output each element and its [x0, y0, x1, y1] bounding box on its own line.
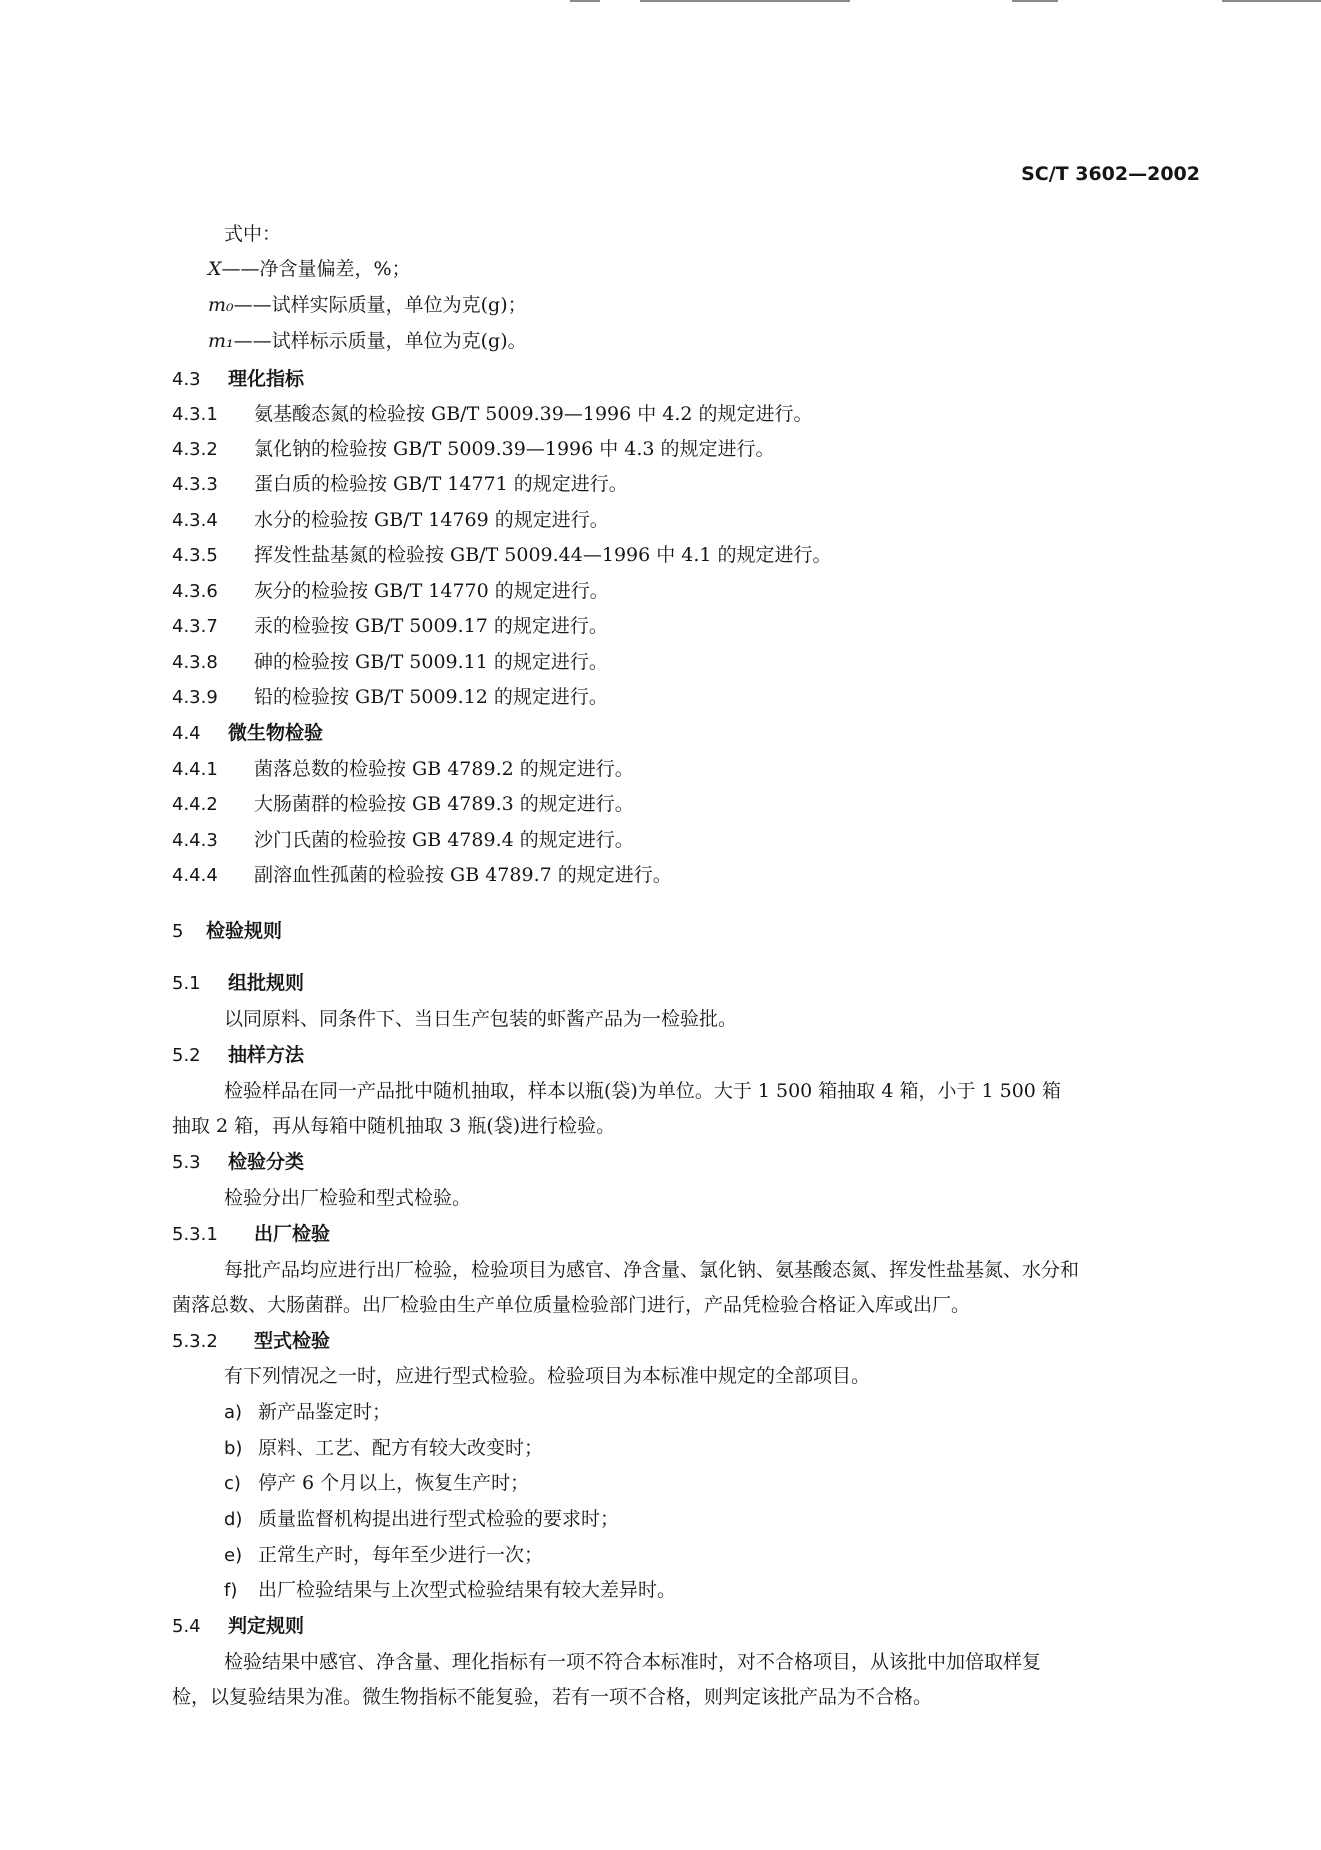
clause-number: 4.3.2	[172, 439, 218, 460]
formula-var-x	[208, 257, 411, 281]
clause-5-1-body: 以同原料、同条件下、当日生产包装的虾酱产品为一检验批。	[224, 1008, 738, 1030]
clause-text: 氯化钠的检验按 GB/T 5009.39—1996 中 4.3 的规定进行。	[254, 438, 775, 460]
scan-edge-mark	[640, 0, 850, 2]
clause-4-3-8	[172, 650, 608, 674]
clause-4-3-6	[172, 579, 609, 603]
clause-4-3-1	[172, 402, 813, 426]
clause-title: 组批规则	[228, 972, 305, 994]
scan-edge-mark	[1222, 0, 1321, 2]
clause-text: 氨基酸态氮的检验按 GB/T 5009.39—1996 中 4.2 的规定进行。	[254, 403, 813, 425]
clause-4-3-2	[172, 437, 775, 461]
heading-5-3	[172, 1150, 304, 1174]
list-text: 出厂检验结果与上次型式检验结果有较大差异时。	[258, 1579, 677, 1601]
clause-5-2-body-line2: 抽取 2 箱，再从每箱中随机抽取 3 瓶(袋)进行检验。	[172, 1115, 616, 1137]
clause-4-3-9	[172, 685, 608, 709]
clause-text: 汞的检验按 GB/T 5009.17 的规定进行。	[254, 615, 608, 637]
clause-5-2-body-line1: 检验样品在同一产品批中随机抽取，样本以瓶(袋)为单位。大于 1 500 箱抽取 4 箱，小于 1 500 箱	[224, 1080, 1061, 1102]
clause-number: 4.4.2	[172, 794, 218, 815]
standard-code: SC/T 3602—2002	[1021, 163, 1200, 185]
clause-5-4-body-line1: 检验结果中感官、净含量、理化指标有一项不符合本标准时，对不合格项目，从该批中加倍取样复	[224, 1651, 1042, 1673]
list-item-a	[224, 1400, 391, 1424]
clause-text: 大肠菌群的检验按 GB 4789.3 的规定进行。	[254, 793, 634, 815]
formula-var-m0	[208, 293, 527, 317]
symbol-desc: ——试样实际质量，单位为克(g)；	[233, 294, 527, 316]
clause-text: 沙门氏菌的检验按 GB 4789.4 的规定进行。	[254, 829, 634, 851]
clause-4-3-5	[172, 543, 832, 567]
clause-5-3-1-body-line1: 每批产品均应进行出厂检验，检验项目为感官、净含量、氯化钠、氨基酸态氮、挥发性盐基氮、水分和	[224, 1259, 1080, 1281]
list-text: 停产 6 个月以上，恢复生产时；	[258, 1472, 530, 1494]
list-item-f	[224, 1578, 676, 1602]
clause-title: 微生物检验	[228, 722, 324, 744]
clause-number: 4.3.1	[172, 404, 218, 425]
clause-5-3-body: 检验分出厂检验和型式检验。	[224, 1187, 472, 1209]
clause-text: 菌落总数的检验按 GB 4789.2 的规定进行。	[254, 758, 634, 780]
clause-4-4-3	[172, 828, 634, 852]
symbol-desc: ——净含量偏差，%；	[221, 258, 411, 280]
heading-5-3-1	[172, 1222, 330, 1246]
clause-number: 4.4.3	[172, 830, 218, 851]
clause-number: 5.4	[172, 1616, 201, 1637]
clause-title: 检验分类	[228, 1151, 305, 1173]
list-item-e	[224, 1543, 543, 1567]
list-marker: e)	[224, 1545, 243, 1566]
clause-title: 判定规则	[228, 1615, 305, 1637]
clause-5-3-2-body: 有下列情况之一时，应进行型式检验。检验项目为本标准中规定的全部项目。	[224, 1365, 871, 1387]
clause-4-3-4	[172, 508, 609, 532]
clause-text: 砷的检验按 GB/T 5009.11 的规定进行。	[254, 651, 608, 673]
scan-edge-mark	[570, 0, 600, 2]
list-item-c	[224, 1471, 529, 1495]
list-text: 新产品鉴定时；	[258, 1401, 392, 1423]
heading-4-4	[172, 721, 323, 745]
clause-number: 5.1	[172, 973, 201, 994]
clause-4-4-2	[172, 792, 634, 816]
scan-edge-mark	[1012, 0, 1058, 2]
heading-4-3	[172, 367, 304, 391]
symbol-desc: ——试样标示质量，单位为克(g)。	[233, 330, 527, 352]
clause-number: 5.2	[172, 1045, 201, 1066]
clause-text: 蛋白质的检验按 GB/T 14771 的规定进行。	[254, 473, 628, 495]
clause-number: 4.3.7	[172, 616, 218, 637]
clause-number: 4.4.1	[172, 759, 218, 780]
clause-number: 4.3.3	[172, 474, 218, 495]
clause-text: 铅的检验按 GB/T 5009.12 的规定进行。	[254, 686, 608, 708]
clause-title: 理化指标	[228, 368, 305, 390]
heading-5-3-2	[172, 1329, 330, 1353]
list-text: 质量监督机构提出进行型式检验的要求时；	[258, 1508, 620, 1530]
clause-number: 4.3	[172, 369, 201, 390]
clause-4-3-7	[172, 614, 608, 638]
heading-5-2	[172, 1043, 304, 1067]
clause-text: 挥发性盐基氮的检验按 GB/T 5009.44—1996 中 4.1 的规定进行。	[254, 544, 832, 566]
clause-5-3-1-body-line2: 菌落总数、大肠菌群。出厂检验由生产单位质量检验部门进行，产品凭检验合格证入库或出厂。	[172, 1294, 971, 1316]
symbol: X	[208, 258, 222, 280]
clause-number: 4.3.5	[172, 545, 218, 566]
clause-text: 水分的检验按 GB/T 14769 的规定进行。	[254, 509, 609, 531]
heading-5	[172, 919, 282, 943]
list-marker: d)	[224, 1509, 243, 1530]
clause-number: 5.3	[172, 1152, 201, 1173]
list-marker: c)	[224, 1473, 241, 1494]
clause-number: 4.4.4	[172, 865, 218, 886]
clause-text: 副溶血性孤菌的检验按 GB 4789.7 的规定进行。	[254, 864, 672, 886]
clause-title: 型式检验	[254, 1330, 331, 1352]
clause-number: 5.3.2	[172, 1331, 218, 1352]
clause-number: 4.3.6	[172, 581, 218, 602]
clause-title: 检验规则	[206, 920, 283, 942]
clause-text: 灰分的检验按 GB/T 14770 的规定进行。	[254, 580, 609, 602]
symbol: m₀	[208, 294, 234, 316]
clause-number: 4.4	[172, 723, 201, 744]
list-text: 原料、工艺、配方有较大改变时；	[258, 1437, 544, 1459]
clause-title: 出厂检验	[254, 1223, 331, 1245]
clause-4-4-4	[172, 863, 672, 887]
formula-where-intro: 式中：	[224, 223, 282, 245]
clause-number: 4.3.4	[172, 510, 218, 531]
clause-5-4-body-line2: 检，以复验结果为准。微生物指标不能复验，若有一项不合格，则判定该批产品为不合格。	[172, 1686, 933, 1708]
list-item-d	[224, 1507, 619, 1531]
list-marker: a)	[224, 1402, 243, 1423]
list-marker: b)	[224, 1438, 243, 1459]
clause-number: 5.3.1	[172, 1224, 218, 1245]
list-marker: f)	[224, 1580, 238, 1601]
clause-number: 4.3.8	[172, 652, 218, 673]
clause-number: 4.3.9	[172, 687, 218, 708]
heading-5-1	[172, 971, 304, 995]
clause-4-3-3	[172, 472, 628, 496]
symbol: m₁	[208, 330, 234, 352]
list-text: 正常生产时，每年至少进行一次；	[258, 1544, 544, 1566]
clause-4-4-1	[172, 757, 634, 781]
formula-var-m1	[208, 329, 527, 353]
clause-title: 抽样方法	[228, 1044, 305, 1066]
heading-5-4	[172, 1614, 304, 1638]
clause-number: 5	[172, 921, 184, 942]
list-item-b	[224, 1436, 543, 1460]
